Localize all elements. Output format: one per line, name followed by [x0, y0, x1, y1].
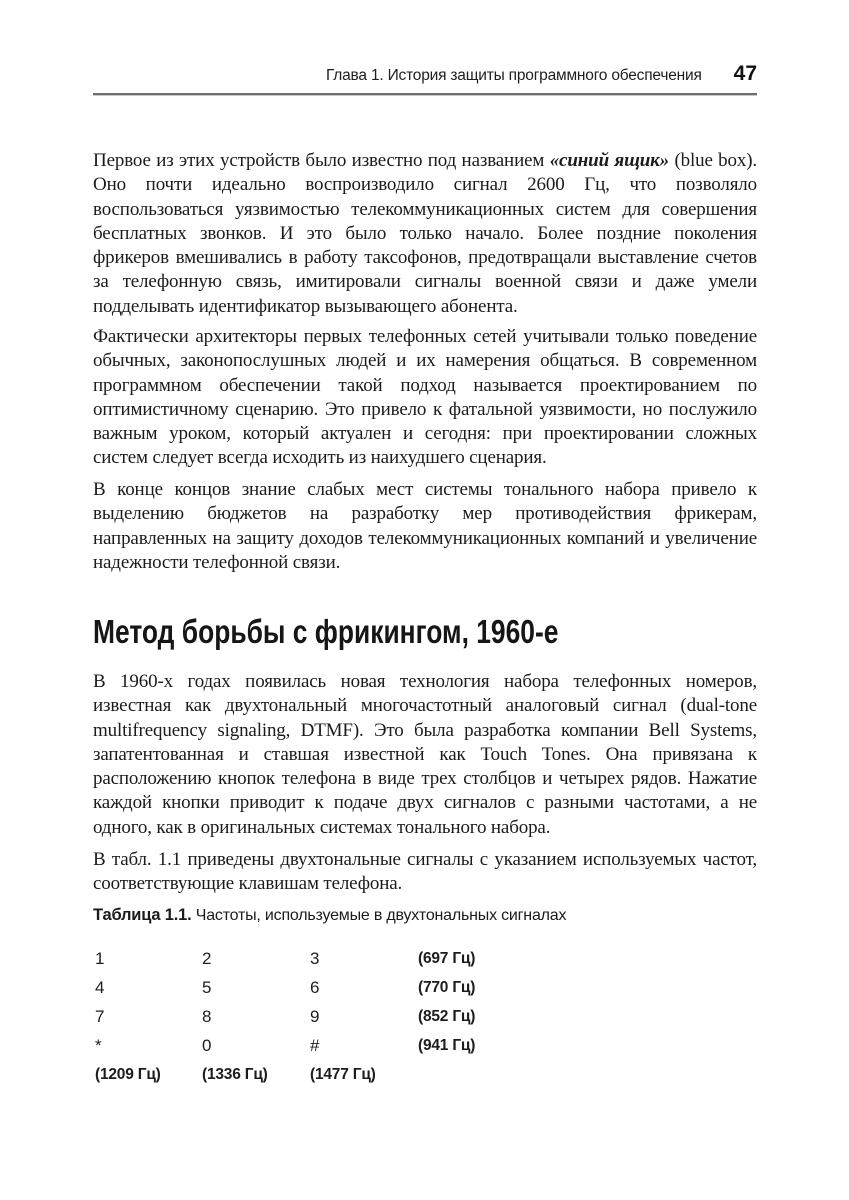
section-heading	[93, 610, 757, 654]
table-cell: 9	[310, 1007, 320, 1026]
table-cell: 6	[310, 978, 320, 997]
paragraph-table-ref: В табл. 1.1 приведены двухтональные сигналы с указанием используемых частот, соответствующие клавишам телефона.	[93, 849, 757, 895]
paragraph-architects: Фактически архитекторы первых телефонных сетей учитывали только поведение обычных, законопослушных людей и их намерения общаться. В современном программном обеспечении такой подход называется проектированием по оптимистичному сценарию. Это привело к фатальной уязвимости, но послужило важным уроком, который актуален и сегодня: при проектировании сложных систем следует всегда исходить из наихудшего сценария.	[93, 326, 757, 469]
chapter-title: Глава 1. История защиты программного обеспечения	[325, 67, 702, 84]
paragraph-dtmf: В 1960-х годах появилась новая технология набора телефонных номеров, известная как двухтональный многочастотный аналоговый сигнал (dual-tone multifrequency signaling, DTMF). Это была разработка компании Bell Systems, запатентованная и ставшая известной как Touch Tones. Она привязана к расположению кнопок телефона в виде трех столбцов и четырех рядов. Нажатие каждой кнопки приводит к подаче двух сигналов с разными частотами, а не одного, как в оригинальных системах тонального набора.	[93, 671, 757, 838]
table-cell: (697 Гц)	[418, 950, 476, 967]
paragraph-text: (blue box). Оно почти идеально воспроизводило сигнал 2600 Гц, что позволяло воспользоваться уязвимостью телекоммуникационных систем для совершения бесплатных звонков. И это было только начало. Более поздние поколения фрикеров вмешивались в работу таксофонов, предотвращали выставление счетов за телефонную связь, имитировали сигналы военной связи и даже умели подделывать идентификатор вызывающего абонента.	[93, 150, 758, 317]
page-number: 47	[733, 62, 757, 85]
table-cell: (1477 Гц)	[310, 1066, 376, 1083]
table-cell: (770 Гц)	[418, 979, 476, 996]
paragraph-text: Первое из этих устройств было известно под названием	[93, 150, 550, 171]
header-rule	[93, 93, 757, 96]
table-cell: *	[95, 1036, 102, 1055]
table-cell: 1	[95, 949, 105, 968]
table-cell: 5	[202, 978, 212, 997]
table-cell: (852 Гц)	[418, 1008, 476, 1025]
table-cell: 7	[95, 1007, 105, 1026]
table-cell: 8	[202, 1007, 212, 1026]
table-cell: 2	[202, 949, 212, 968]
running-head	[93, 62, 757, 86]
table-caption	[93, 906, 757, 925]
table-cell: 4	[95, 978, 105, 997]
paragraph-budgets: В конце концов знание слабых мест системы тонального набора привело к выделению бюджетов на разработку мер противодействия фрикерам, направленных на защиту доходов телекоммуникационных компаний и увеличение надежности телефонной связи.	[93, 479, 757, 573]
table-cell: (1336 Гц)	[202, 1066, 268, 1083]
table-cell: #	[310, 1036, 320, 1055]
table-cell: (1209 Гц)	[95, 1066, 161, 1083]
table-cell: (941 Гц)	[418, 1037, 476, 1054]
table-cell: 0	[202, 1036, 212, 1055]
paragraph-blue-box	[93, 149, 757, 319]
table-caption-text: Частоты, используемые в двухтональных сигналах	[191, 907, 567, 924]
dtmf-table	[95, 944, 655, 1089]
section-heading-text: Метод борьбы с фрикингом, 1960-е	[93, 613, 559, 651]
table-cell	[418, 1060, 655, 1089]
blue-box-emphasis: «синий ящик»	[549, 150, 669, 171]
table-cell: 3	[310, 949, 320, 968]
table-caption-label: Таблица 1.1.	[93, 906, 192, 924]
